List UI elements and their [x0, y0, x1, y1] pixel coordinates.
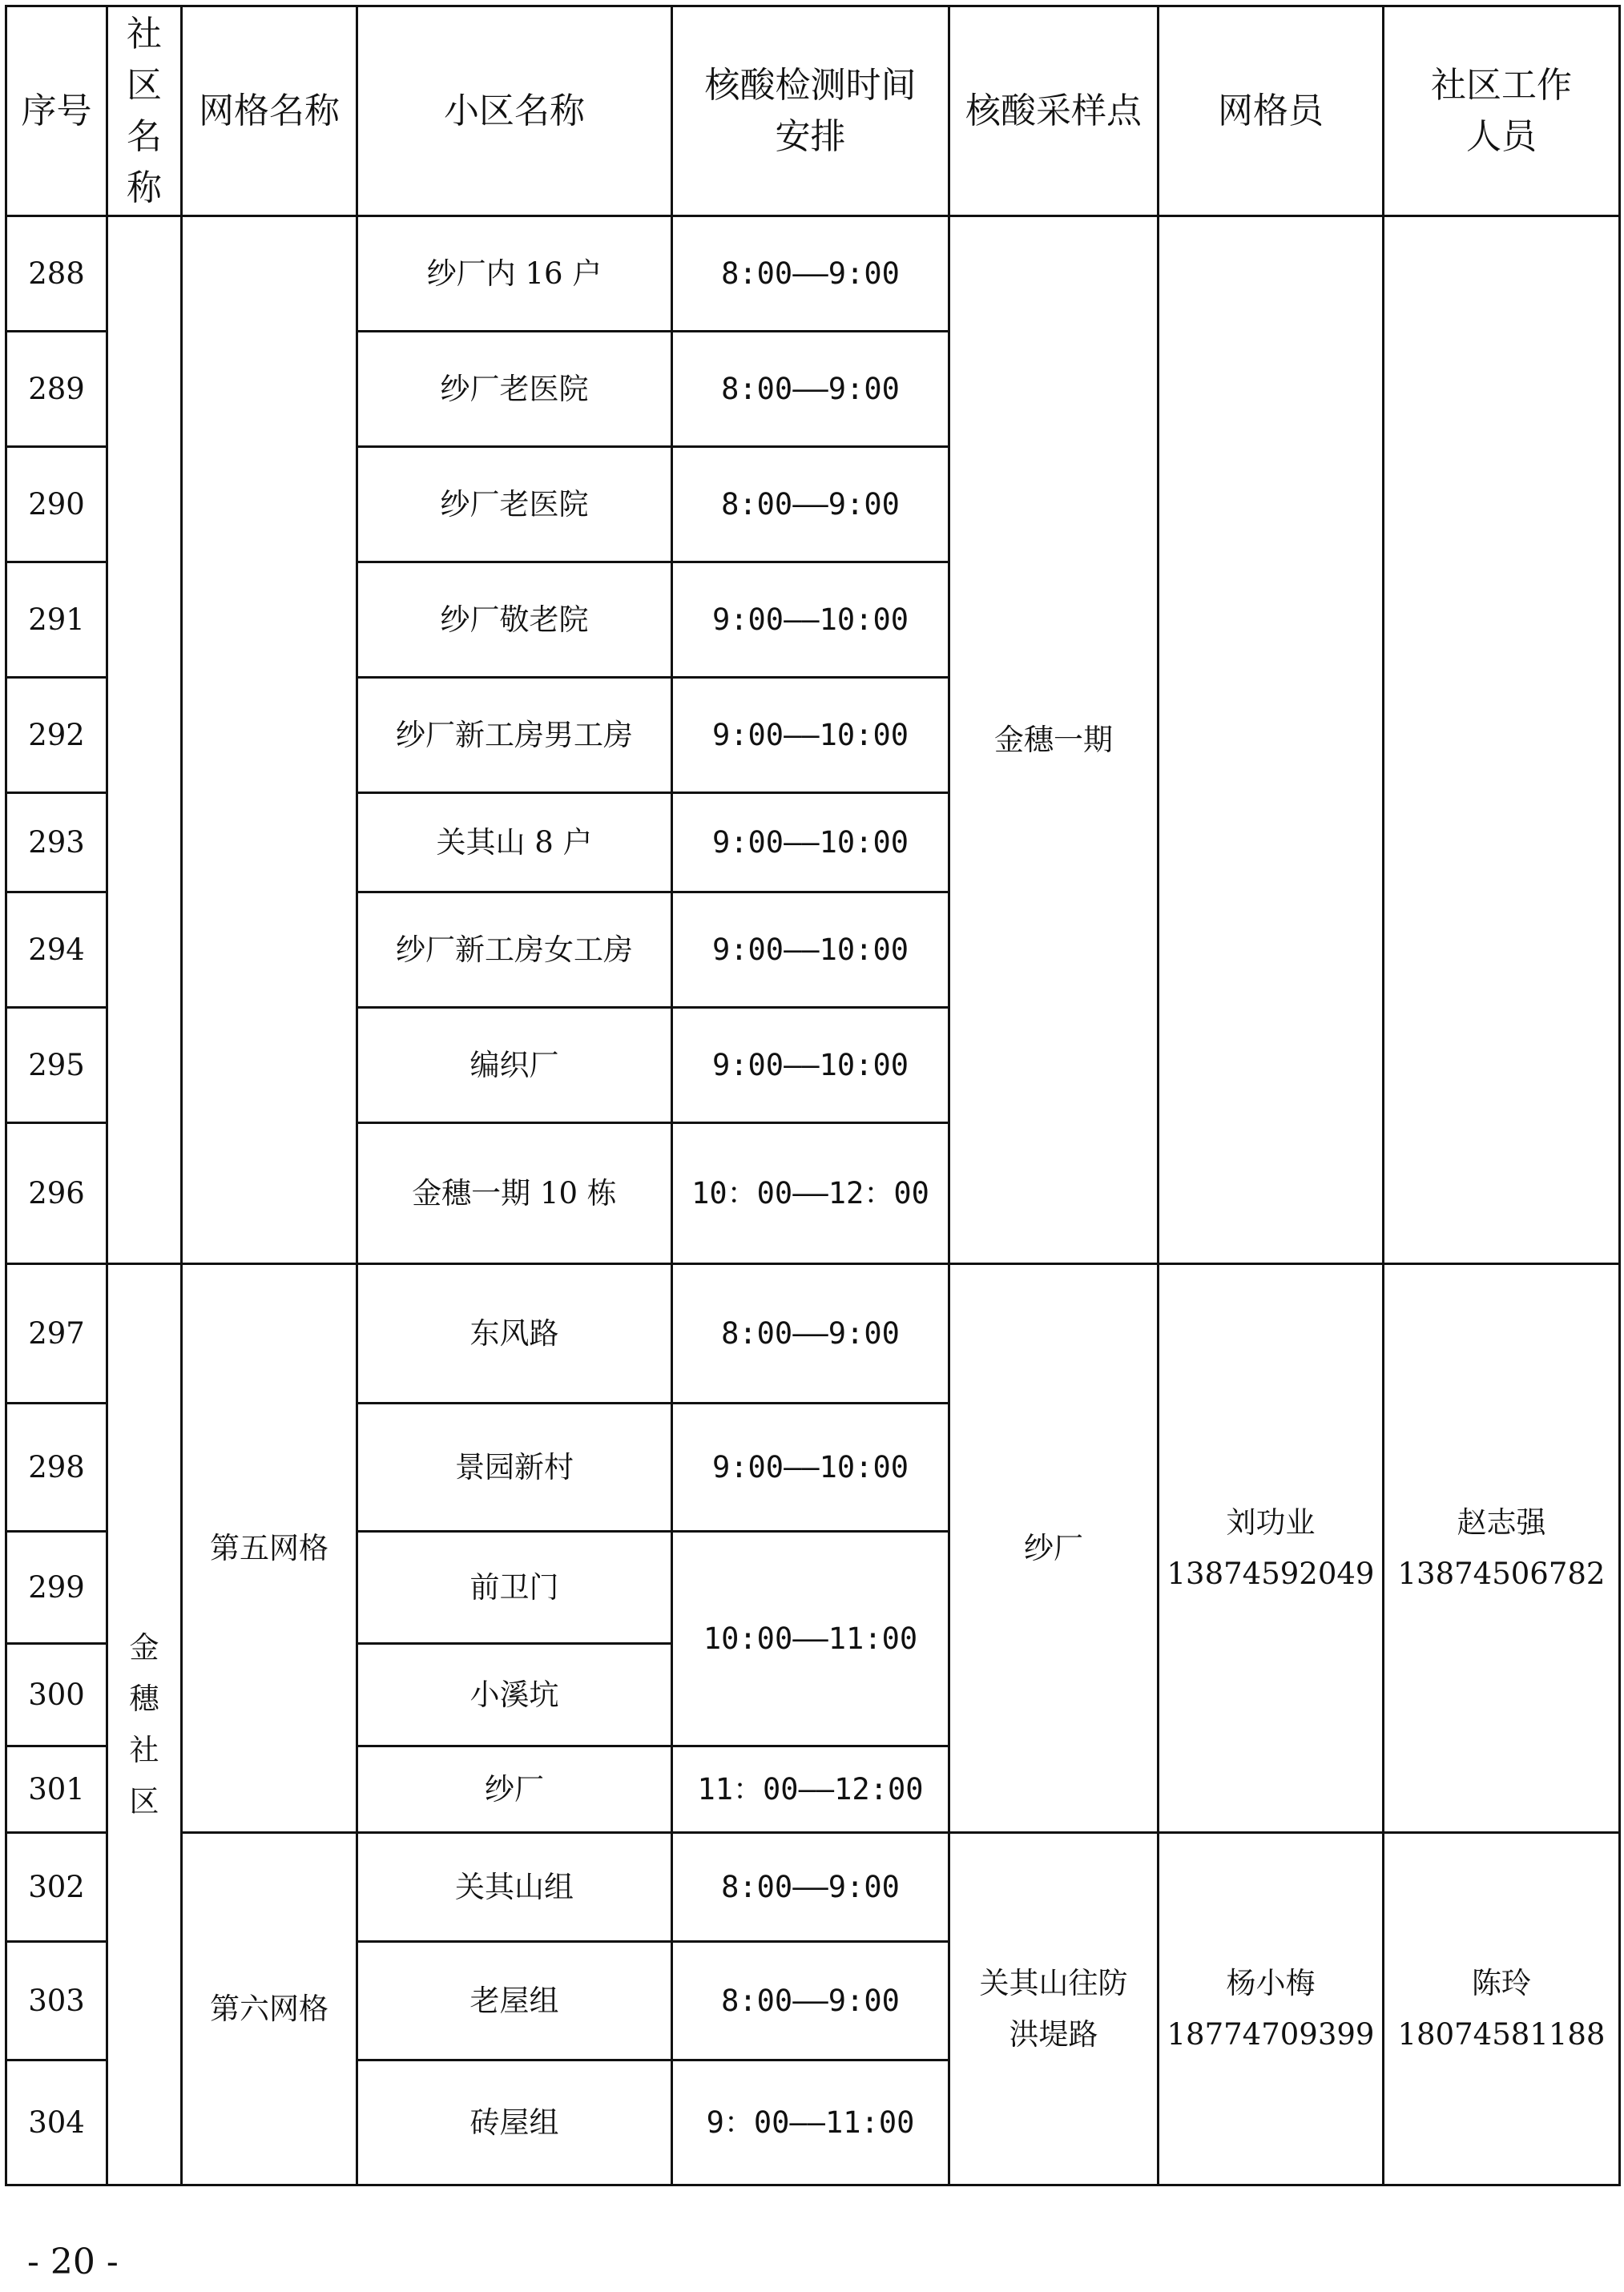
page-number: - 20 -	[27, 2242, 119, 2282]
estate-cell: 纱厂老医院	[357, 332, 672, 447]
community-staff-phone: 13874506782	[1397, 1556, 1606, 1591]
time-cell: 8:00——9:00	[672, 216, 949, 332]
time-cell: 8:00——9:00	[672, 447, 949, 562]
estate-cell: 纱厂新工房女工房	[357, 892, 672, 1008]
grid-staff-cell-blank	[1159, 216, 1384, 1264]
community-staff-name: 赵志强	[1457, 1505, 1546, 1540]
seq-cell: 290	[6, 447, 107, 562]
seq-cell: 303	[6, 1942, 107, 2060]
time-cell: 11：00——12:00	[672, 1746, 949, 1833]
grid-staff-name: 杨小梅	[1226, 1965, 1316, 2000]
time-cell: 10:00——11:00	[672, 1532, 949, 1746]
estate-cell: 纱厂新工房男工房	[357, 678, 672, 793]
estate-cell: 砖屋组	[357, 2060, 672, 2185]
seq-cell: 298	[6, 1404, 107, 1532]
site-cell: 关其山往防洪堤路	[949, 1833, 1159, 2185]
header-row	[6, 6, 1620, 216]
seq-cell: 296	[6, 1123, 107, 1264]
header-community-staff: 社区工作人员	[1384, 6, 1620, 216]
time-cell: 9:00——10:00	[672, 562, 949, 678]
estate-cell: 关其山 8 户	[357, 793, 672, 892]
site-cell: 纱厂	[949, 1264, 1159, 1833]
time-cell: 8:00——9:00	[672, 1264, 949, 1404]
seq-cell: 295	[6, 1008, 107, 1123]
site-cell: 金穗一期	[949, 216, 1159, 1264]
grid-name-cell: 第六网格	[182, 1833, 357, 2185]
seq-cell: 294	[6, 892, 107, 1008]
seq-cell: 301	[6, 1746, 107, 1833]
estate-cell: 东风路	[357, 1264, 672, 1404]
estate-cell: 纱厂老医院	[357, 447, 672, 562]
seq-cell: 297	[6, 1264, 107, 1404]
seq-cell: 293	[6, 793, 107, 892]
time-cell: 8:00——9:00	[672, 1942, 949, 2060]
estate-cell: 金穗一期 10 栋	[357, 1123, 672, 1264]
header-grid-name: 网格名称	[182, 6, 357, 216]
grid-staff-cell	[1159, 1833, 1384, 2185]
grid-staff-phone: 13874592049	[1167, 1556, 1375, 1591]
grid-staff-phone: 18774709399	[1167, 2016, 1375, 2052]
time-cell: 8:00——9:00	[672, 332, 949, 447]
community-staff-cell	[1384, 1833, 1620, 2185]
estate-cell: 小溪坑	[357, 1644, 672, 1746]
table-row	[6, 1264, 1620, 1404]
estate-cell: 老屋组	[357, 1942, 672, 2060]
time-cell: 9:00——10:00	[672, 1008, 949, 1123]
grid-staff-name: 刘功业	[1226, 1505, 1316, 1540]
table-row	[6, 1833, 1620, 1942]
estate-cell: 纱厂	[357, 1746, 672, 1833]
time-cell: 8:00——9:00	[672, 1833, 949, 1942]
seq-cell: 302	[6, 1833, 107, 1942]
time-cell: 9：00——11:00	[672, 2060, 949, 2185]
grid-cell-blank	[182, 216, 357, 1264]
time-cell: 9:00——10:00	[672, 892, 949, 1008]
time-cell: 9:00——10:00	[672, 1404, 949, 1532]
header-time: 核酸检测时间安排	[672, 6, 949, 216]
schedule-table	[5, 5, 1621, 2186]
seq-cell: 292	[6, 678, 107, 793]
grid-staff-cell	[1159, 1264, 1384, 1833]
time-cell: 9:00——10:00	[672, 793, 949, 892]
community-staff-name: 陈玲	[1472, 1965, 1531, 2000]
grid-name-cell: 第五网格	[182, 1264, 357, 1833]
community-cell-blank	[107, 216, 182, 1264]
estate-cell: 编织厂	[357, 1008, 672, 1123]
header-grid-staff: 网格员	[1159, 6, 1384, 216]
header-seq: 序号	[6, 6, 107, 216]
time-cell: 9:00——10:00	[672, 678, 949, 793]
seq-cell: 291	[6, 562, 107, 678]
seq-cell: 299	[6, 1532, 107, 1644]
community-staff-cell	[1384, 1264, 1620, 1833]
community-staff-cell-blank	[1384, 216, 1620, 1264]
community-staff-phone: 18074581188	[1397, 2016, 1606, 2052]
time-cell: 10：00——12：00	[672, 1123, 949, 1264]
table-row	[6, 216, 1620, 332]
estate-cell: 景园新村	[357, 1404, 672, 1532]
seq-cell: 300	[6, 1644, 107, 1746]
header-community: 社区名称	[107, 6, 182, 216]
header-site: 核酸采样点	[949, 6, 1159, 216]
estate-cell: 纱厂内 16 户	[357, 216, 672, 332]
community-name-cell: 金穗社区	[107, 1264, 182, 2185]
seq-cell: 288	[6, 216, 107, 332]
seq-cell: 304	[6, 2060, 107, 2185]
seq-cell: 289	[6, 332, 107, 447]
header-estate: 小区名称	[357, 6, 672, 216]
estate-cell: 前卫门	[357, 1532, 672, 1644]
estate-cell: 纱厂敬老院	[357, 562, 672, 678]
estate-cell: 关其山组	[357, 1833, 672, 1942]
